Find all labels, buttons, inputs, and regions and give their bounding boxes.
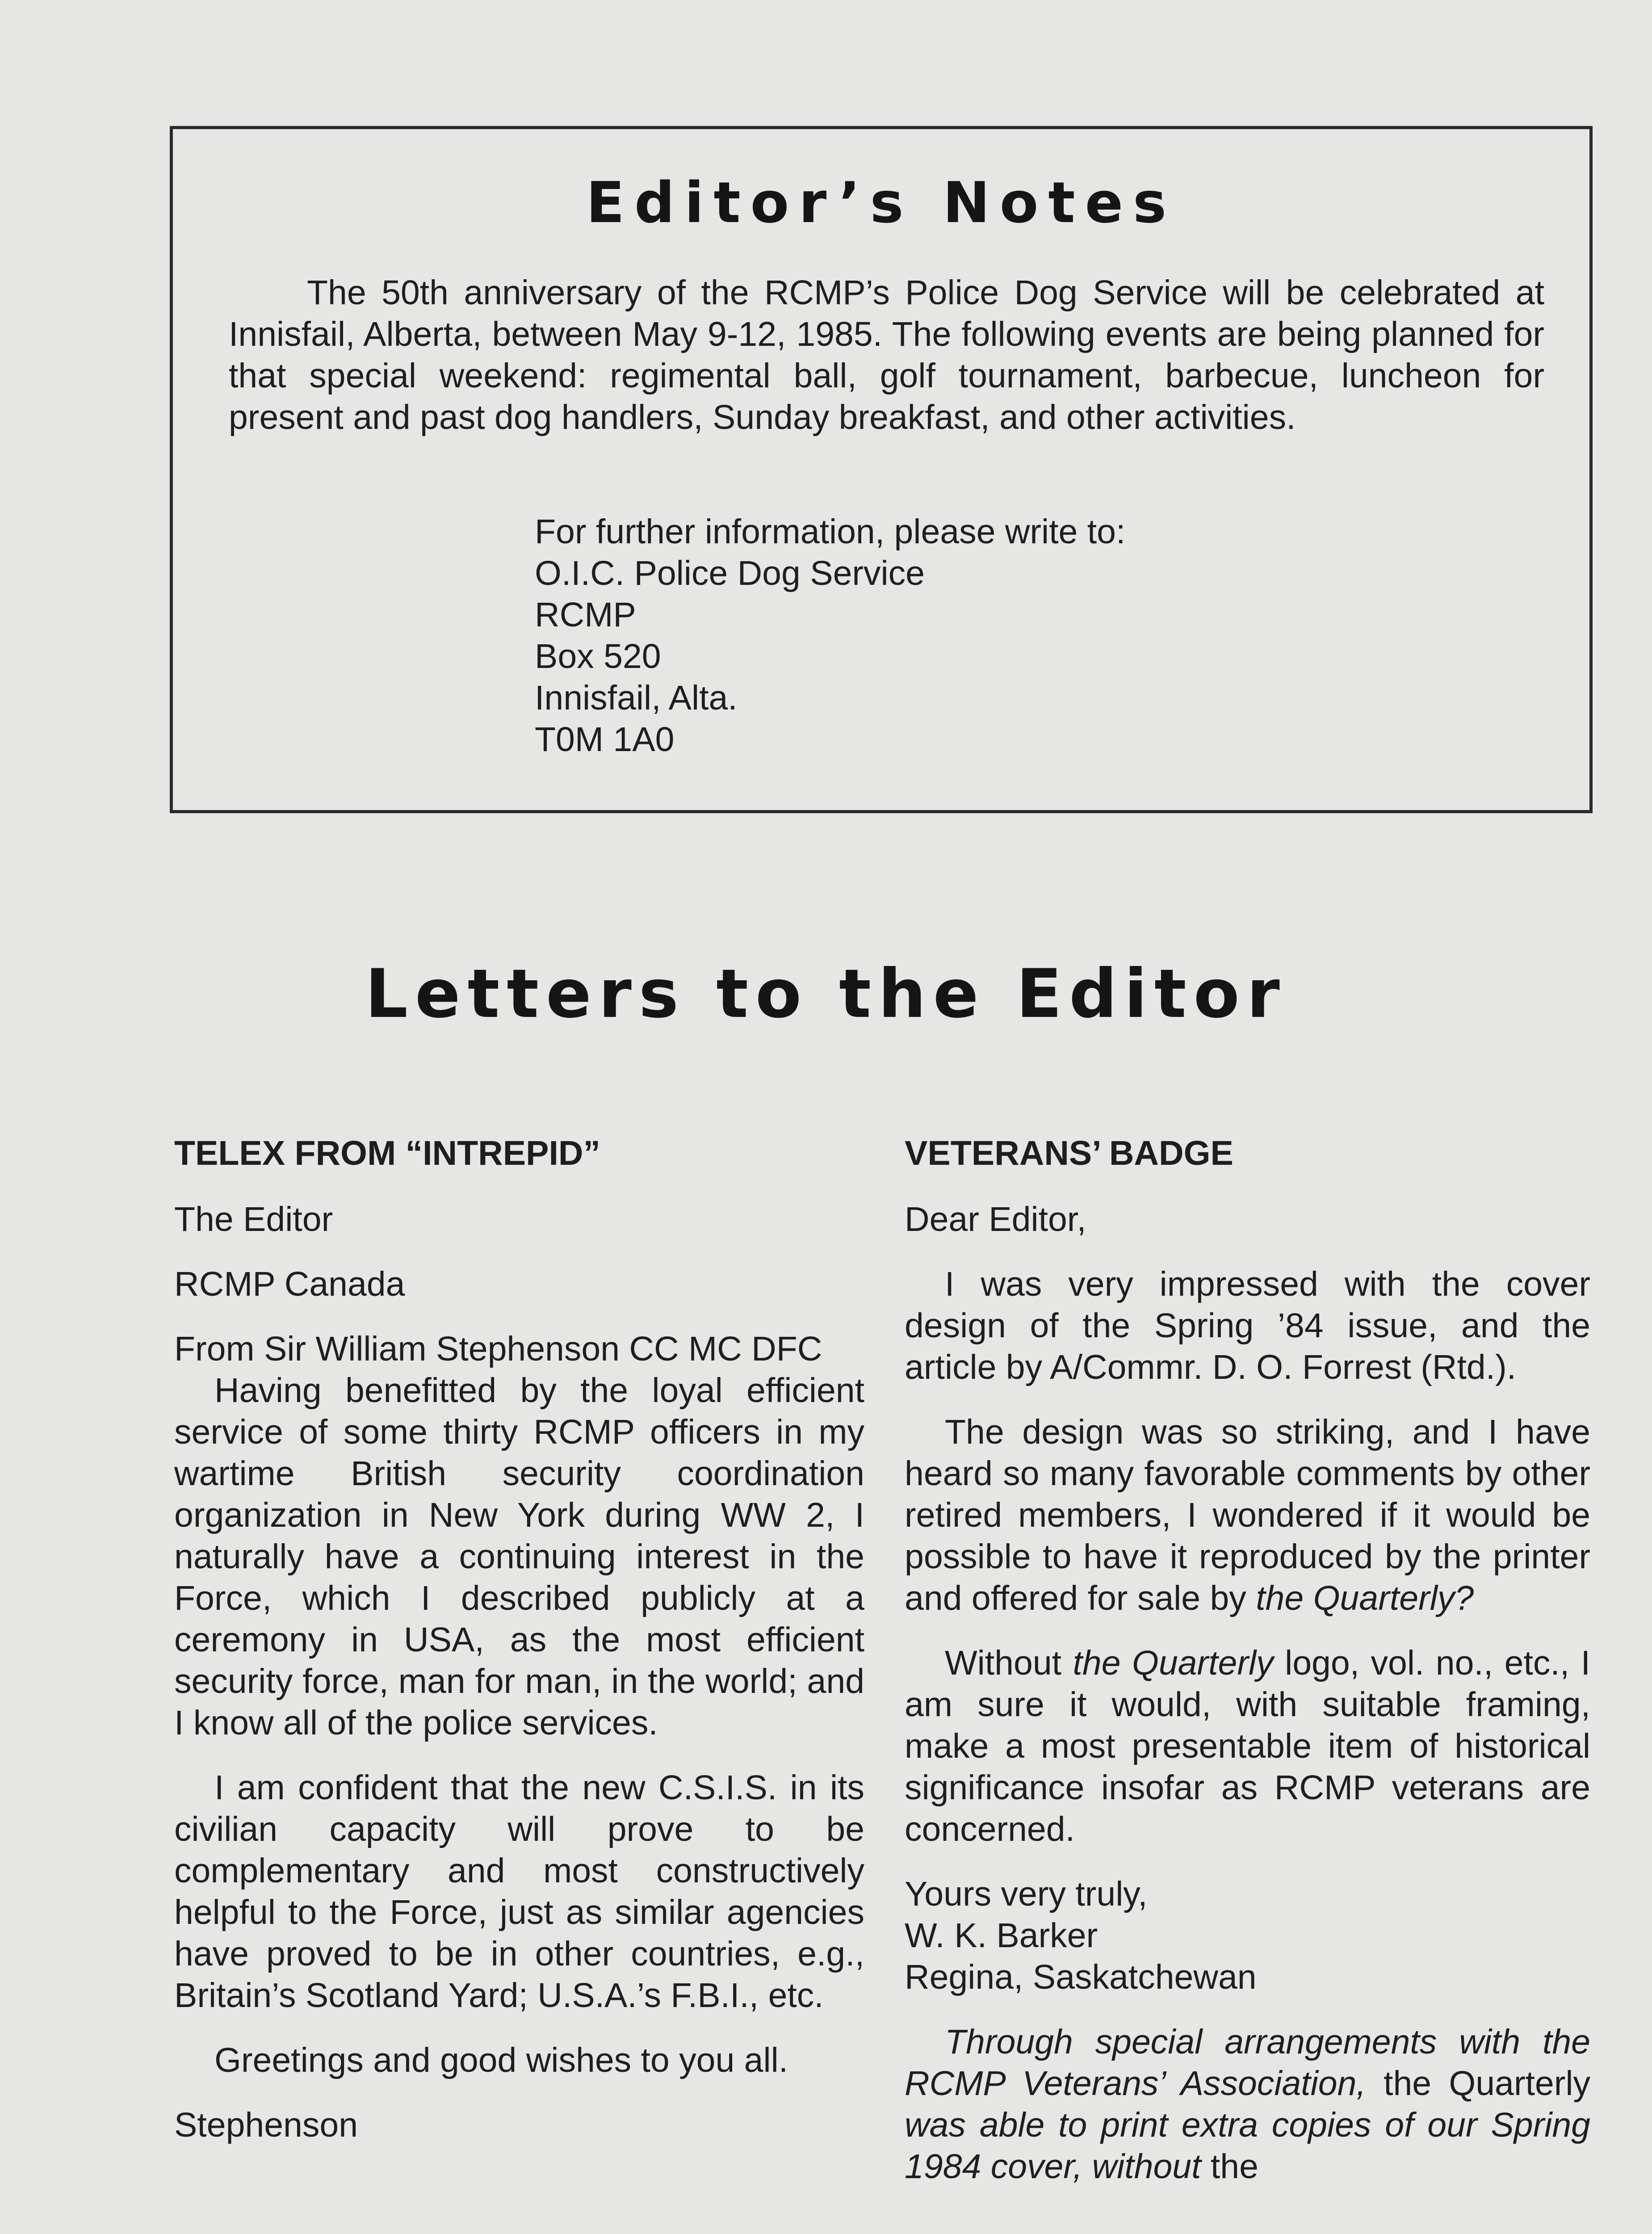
telex-paragraph: I am confident that the new C.S.I.S. in its civilian capacity will prove to be complementary and most constructively helpful to the Force, just as similar agencies have proved to be in other countries, e.g., Britain’s Scotland Yard; U.S.A.’s F.B.I., etc. — [174, 1768, 864, 2015]
telex-sender: From Sir William Stephenson CC MC DFC — [174, 1330, 822, 1368]
editor-note — [905, 2021, 1590, 2188]
editors-notes-address — [535, 511, 1125, 760]
telex-letter — [174, 1133, 864, 2169]
veterans-letter — [905, 1133, 1590, 2211]
telex-signature: Stephenson — [174, 2106, 358, 2144]
telex-heading: TELEX FROM “INTREPID” — [174, 1134, 600, 1172]
editors-notes-box — [170, 126, 1593, 813]
veterans-text: Without — [945, 1644, 1073, 1682]
telex-paragraph: Having benefitted by the loyal efficient service of some thirty RCMP officers in my wartime British security coordination organization in New York during WW 2, I naturally have a continuing interest in the Force, which I described publicly at a ceremony in USA, as the most efficient security force, man for man, in the world; and I know all of the police services. — [174, 1371, 864, 1742]
editors-notes-text: The 50th anniversary of the RCMP’s Police Dog Service will be celebrated at Innisfail, Alberta, between May 9-12, 1985. The following events are being planned for that special weekend: regimental ball, golf tournament, barbecue, luncheon for present and past dog handlers, Sunday breakfast, and other activities. — [229, 273, 1544, 437]
address-line: O.I.C. Police Dog Service — [535, 554, 925, 592]
veterans-text: logo, vol. no., etc., I am sure it would, with suitable framing, make a most presentable item of historical significance insofar as RCMP veterans are concerned. — [905, 1644, 1590, 1848]
veterans-heading: VETERANS’ BADGE — [905, 1134, 1233, 1172]
address-line: Innisfail, Alta. — [535, 679, 738, 717]
editor-note-italic: Through special arrangements with the RCMP Veterans’ Association, — [905, 2023, 1590, 2103]
address-line: For further information, please write to: — [535, 512, 1126, 551]
veterans-salutation: Dear Editor, — [905, 1200, 1086, 1239]
veterans-paragraph — [905, 1642, 1590, 1850]
telex-recipient-org: RCMP Canada — [174, 1265, 405, 1303]
veterans-text-italic: the Quarterly? — [1256, 1579, 1474, 1617]
address-line: Box 520 — [535, 637, 661, 676]
address-line: RCMP — [535, 596, 636, 634]
editor-note-text: the Quarterly — [1366, 2064, 1590, 2103]
editor-note-text: the — [1201, 2147, 1258, 2186]
editors-notes-title: Editor’s Notes — [586, 170, 1177, 235]
telex-recipient: The Editor — [174, 1200, 333, 1239]
letters-title: Letters to the Editor — [365, 955, 1287, 1033]
telex-greeting: Greetings and good wishes to you all. — [214, 2041, 788, 2079]
veterans-closing: Yours very truly, — [905, 1875, 1148, 1913]
veterans-place: Regina, Saskatchewan — [905, 1958, 1257, 1996]
veterans-name: W. K. Barker — [905, 1916, 1098, 1955]
veterans-text-italic: the Quarterly — [1073, 1644, 1274, 1682]
address-line: T0M 1A0 — [535, 720, 675, 759]
editor-note-italic: was able to print extra copies of our Spring 1984 cover, without — [905, 2106, 1590, 2186]
editors-notes-paragraph — [229, 272, 1544, 438]
veterans-text: The design was so striking, and I have heard so many favorable comments by other retired members, I wondered if it would be possible to have it reproduced by the printer and offered for sale by — [905, 1413, 1590, 1617]
veterans-paragraph — [905, 1411, 1590, 1619]
veterans-paragraph: I was very impressed with the cover design of the Spring ’84 issue, and the article by A/Commr. D. O. Forrest (Rtd.). — [905, 1265, 1590, 1386]
